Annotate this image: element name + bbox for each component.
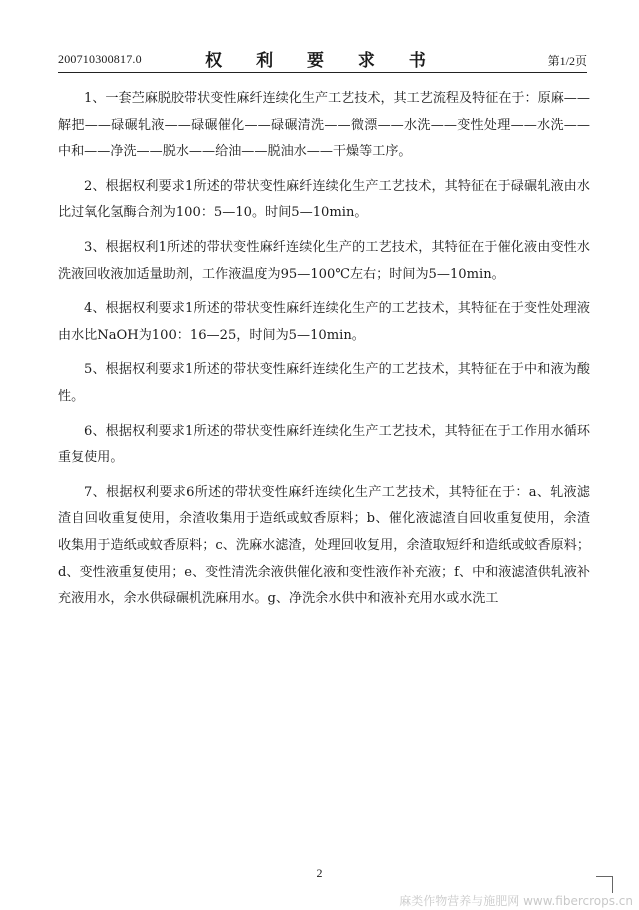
claim-3: 3、根据权利1所述的带状变性麻纤连续化生产的工艺技术，其特征在于催化液由变性水洗液回收液加适量助剂，工作液温度为95—100℃左右；时间为5—10min。 — [58, 239, 590, 282]
claim-6: 6、根据权利要求1所述的带状变性麻纤连续化生产工艺技术，其特征在于工作用水循环重复使用。 — [58, 423, 590, 466]
page-number: 2 — [316, 866, 323, 880]
scan-corner-mark — [596, 876, 613, 893]
claim-4: 4、根据权利要求1所述的带状变性麻纤连续化生产的工艺技术，其特征在于变性处理液由水比NaOH为100：16—25，时间为5—10min。 — [58, 301, 590, 343]
claim-7: 7、根据权利要求6所述的带状变性麻纤连续化生产工艺技术，其特征在于：a、轧液滤渣自回收重复使用，余渣收集用于造纸或蚊香原料；b、催化液滤渣自回收重复使用，余渣收集用于造纸或蚊香原料；c、洗麻水滤渣，处理回收复用，余渣取短纤和造纸或蚊香原料；d、变性液重复使用；e、变性清洗余液供催化液和变性液作补充液；f、中和液滤渣供轧液补充液用水，余水供碌碾机洗麻用水。g、净洗余水供中和液补充用水或水洗工 — [58, 484, 590, 607]
document-header — [58, 44, 587, 73]
page-indicator: 第1/2页 — [547, 54, 587, 68]
claims-body — [58, 86, 590, 613]
claim-2: 2、根据权利要求1所述的带状变性麻纤连续化生产工艺技术，其特征在于碌碾轧液由水比过氧化氢酶合剂为100：5—10。时间5—10min。 — [58, 178, 590, 221]
document-title: 权 利 要 求 书 — [205, 51, 440, 71]
claim-1: 1、一套苎麻脱胶带状变性麻纤连续化生产工艺技术，其工艺流程及特征在于：原麻——解把——碌碾轧液——碌碾催化——碌碾清洗——微漂——水洗——变性处理——水洗——中和——净洗——脱水——给油——脱油水——干燥等工序。 — [58, 91, 590, 160]
claim-5: 5、根据权利要求1所述的带状变性麻纤连续化生产的工艺技术，其特征在于中和液为酸性。 — [58, 362, 590, 404]
application-number: 200710300817.0 — [58, 52, 142, 66]
site-watermark: 麻类作物营养与施肥网 www.fibercrops.cn — [399, 894, 633, 908]
